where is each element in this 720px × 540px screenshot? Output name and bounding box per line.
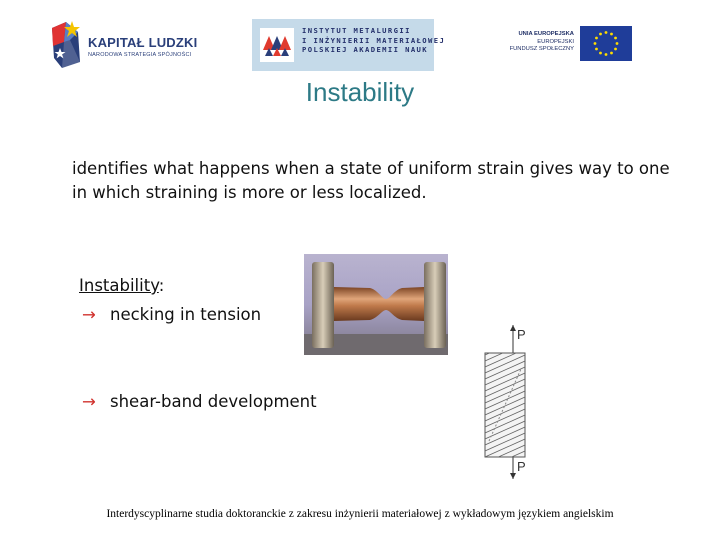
necking-specimen-photo (304, 254, 448, 355)
kapital-ludzki-title: KAPITAŁ LUDZKI (88, 35, 198, 50)
footer-text: Interdyscyplinarne studia doktoranckie z zakresu inżynierii materiałowej z wykładowym językiem angielskim (106, 508, 614, 520)
eu-star-icon (614, 37, 617, 40)
slide-title: Instability (305, 77, 415, 107)
bullet-text: shear-band development (110, 392, 317, 411)
eu-star-icon (595, 37, 598, 40)
imim-line-2: I INŻYNIERII MATERIAŁOWEJ (302, 35, 446, 45)
eu-star-icon (594, 42, 597, 45)
arrow-icon: → (82, 305, 96, 324)
eu-flag-icon (580, 26, 632, 61)
eu-star-icon (605, 31, 608, 34)
load-label-top: P (517, 327, 526, 342)
kapital-ludzki-subtitle: NARODOWA STRATEGIA SPÓJNOŚCI (88, 52, 192, 58)
bullet-shear-band (82, 392, 317, 411)
imim-line-1: INSTYTUT METALURGII (302, 26, 411, 35)
eu-text (500, 31, 574, 54)
imim-line-3: POLSKIEJ AKADEMII NAUK (302, 45, 428, 54)
eu-line-1: UNIA EUROPEJSKA (518, 31, 574, 37)
eu-line-2: EUROPEJSKI (537, 38, 574, 45)
load-label-bottom: P (517, 459, 526, 474)
eu-star-icon (610, 52, 613, 55)
definition-paragraph: identifies what happens when a state of uniform strain gives way to one in which straining is more or less localized. (72, 159, 670, 202)
imim-name (302, 26, 446, 55)
eu-star-icon (595, 48, 598, 51)
eu-star-icon (599, 52, 602, 55)
bullet-text: necking in tension (110, 305, 262, 324)
eu-star-icon (614, 48, 617, 51)
bullet-necking (82, 305, 261, 324)
eu-star-icon (605, 53, 608, 56)
kapital-ludzki-logo (50, 18, 200, 70)
instability-label (79, 276, 164, 295)
eu-star-icon (616, 42, 619, 45)
imim-pan-logo (252, 19, 446, 71)
instability-label-text: Instability (79, 276, 159, 295)
eu-star-icon (610, 33, 613, 36)
kapital-ludzki-emblem-icon (50, 18, 90, 70)
imim-emblem-icon (260, 28, 294, 62)
arrow-icon: → (82, 392, 96, 411)
eu-line-3: FUNDUSZ SPOŁECZNY (509, 46, 574, 52)
eu-star-icon (599, 33, 602, 36)
eu-logo (500, 24, 634, 64)
instability-label-colon: : (158, 276, 165, 295)
shear-band-diagram (475, 323, 550, 485)
